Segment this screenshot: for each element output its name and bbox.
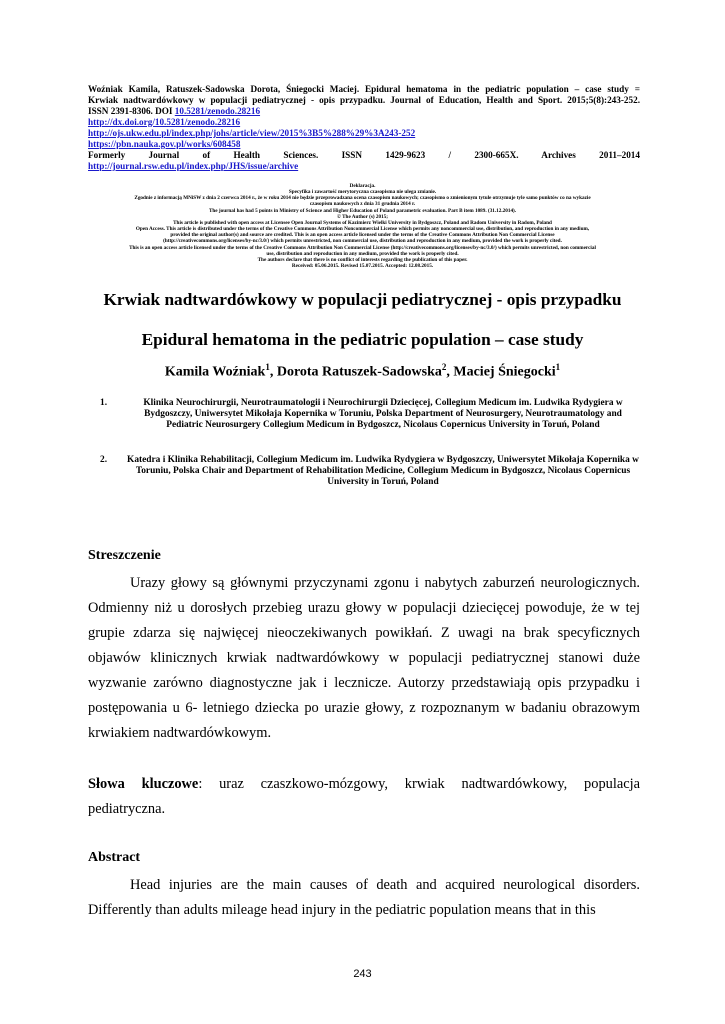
fineprint-line: Zgodnie z informacją MNiSW z dnia 2 czerwca 2014 r., że w roku 2014 nie będzie przeprowadzana ocena czasopism naukowych; czasopismo o zmienionym tytule otrzymuje tyle samo punktów co na wykazie [134, 195, 591, 202]
fineprint-line: © The Author (s) 2015; [337, 213, 388, 220]
streszczenie-text: Urazy głowy są głównymi przyczynami zgonu i nabytych zaburzeń neurologicznych. Odmienny niż u dorosłych przebieg urazu głowy w populacji dziecięcej powoduje, że w tej grupie zdarza się najwięcej nieoczekiwanych powikłań. Z uwagi na brak specyficznych objawów klinicznych krwiak nadtwardówkowy w populacji pediatrycznej stanowi duże wyzwanie zarówno diagnostyczne jak i lecznicze. Autorzy przedstawiają opis przypadku i postępowania u 6- letniego dziecka po urazie głowy, z rozpoznanym w badaniu obrazowym krwiakiem nadtwardówkowym. [88, 575, 640, 741]
citation-line: Krwiak nadtwardówkowy w populacji pediatrycznej - opis przypadku. Journal of Education, Health and Sport. 2015;5(8):243-252. [88, 95, 640, 105]
fineprint-line: provided the original author(s) and source are credited. This is an open access article licensed under the terms of the Creative Commons Attribution Non Commercial License [170, 232, 555, 239]
affiliation-1 [88, 398, 640, 431]
fineprint-line: use, distribution and reproduction in any medium, provided the work is properly cited. [266, 250, 459, 257]
license-fineprint [60, 183, 665, 269]
fineprint-line: The authors declare that there is no conflict of interests regarding the publication of this paper. [257, 256, 468, 263]
author-list [0, 362, 725, 381]
streszczenie-paragraph [88, 571, 640, 746]
fineprint-line: The journal has had 5 points in Ministry of Science and Higher Education of Poland parametric evaluation. Part B item 1089. (31.12.2014). [208, 207, 517, 214]
title-english: Epidural hematoma in the pediatric population – case study [141, 330, 584, 349]
author-affiliation-mark: 1 [555, 362, 561, 372]
affiliation-text: Klinika Neurochirurgii, Neurotraumatologii i Neurochirurgii Dziecięcej, Collegium Medicum im. Ludwika Rydygiera w Bydgoszczy, Uniwersytet Mikołaja Kopernika w Toruniu, Polska Department of Neurosurgery, Neurotraumatology and Pediatric Neurosurgery Collegium Medicum in Bydgoszcz, Nicolaus Copernicus University in Toruń, Poland [143, 398, 623, 430]
fineprint-line: Specyfika i zawartość merytoryczna czasopisma nie ulega zmianie. [288, 189, 437, 196]
fineprint-line: Open Access. This article is distributed under the terms of the Creative Commons Attribution Noncommercial License which permits any noncommercial use, distribution, and reproduction in any medium, [135, 226, 590, 233]
citation-line [88, 106, 640, 117]
affiliation-2 [88, 455, 640, 488]
abstract-text: Head injuries are the main causes of death and acquired neurological disorders. Differently than adults mileage head injury in the pediatric population means that in this [88, 877, 640, 918]
ojs-article-link[interactable]: http://ojs.ukw.edu.pl/index.php/johs/article/view/2015%3B5%288%29%3A243-252 [88, 128, 416, 138]
keywords-label: Słowa kluczowe [88, 776, 199, 792]
title-polish: Krwiak nadtwardówkowy w populacji pediatrycznej - opis przypadku [103, 290, 622, 309]
author-affiliation-mark: 1 [265, 362, 270, 372]
abstract-heading: Abstract [88, 850, 141, 865]
fineprint-line: Received: 05.06.2015. Revised 15.07.2015. Accepted: 12.08.2015. [291, 263, 434, 270]
fineprint-line: This article is published with open access at Licensee Open Journal Systems of Kazimierz Wielki University in Bydgoszcz, Poland and Radom University in Radom, Poland [173, 219, 552, 226]
author-name: Kamila Woźniak [164, 364, 266, 380]
fineprint-line: (http://creativecommons.org/licenses/by-nc/3.0/) which permits unrestricted, non commercial use, distribution and reproduction in any medium, provided the work is properly cited. [163, 238, 562, 245]
page-number: 243 [353, 968, 372, 980]
affiliation-number: 2. [100, 455, 108, 465]
fineprint-line: Deklaracja. [349, 183, 376, 189]
citation-line: Woźniak Kamila, Ratuszek-Sadowska Dorota, Śniegocki Maciej. Epidural hematoma in the pediatric population – case study = [88, 84, 640, 94]
author-name: Maciej Śniegocki [453, 364, 556, 380]
author-separator: , [269, 364, 277, 380]
doi-url-link[interactable]: http://dx.doi.org/10.5281/zenodo.28216 [88, 117, 241, 127]
fineprint-line: czasopism naukowych z dnia 31 grudnia 2014 r. [309, 201, 416, 208]
archive-link[interactable]: http://journal.rsw.edu.pl/index.php/JHS/issue/archive [88, 161, 299, 171]
pbn-link[interactable]: https://pbn.nauka.gov.pl/works/608458 [88, 139, 241, 149]
author-separator: , [446, 364, 454, 380]
affiliation-number: 1. [100, 398, 108, 408]
fineprint-line: This is an open access article licensed under the terms of the Creative Commons Attribution Non Commercial License (http://creativecommons.org/licenses/by-nc/3.0/) which permits unrestricted, non commercial [129, 244, 596, 251]
doi-link[interactable]: 10.5281/zenodo.28216 [174, 106, 261, 116]
citation-block [88, 84, 640, 172]
affiliation-text: Katedra i Klinika Rehabilitacji, Collegium Medicum im. Ludwika Rydygiera w Bydgoszczy, Uniwersytet Mikołaja Kopernika w Toruniu, Polska Chair and Department of Rehabilitation Medicine, Collegium Medicum in Bydgoszcz, Nicolaus Copernicus University in Toruń, Poland [127, 455, 639, 487]
issn-doi-text: ISSN 2391-8306. DOI [88, 106, 173, 116]
formerly-line: Formerly Journal of Health Sciences. ISSN 1429-9623 / 2300-665X. Archives 2011–2014 [88, 150, 640, 160]
author-name: Dorota Ratuszek-Sadowska [276, 364, 442, 380]
author-affiliation-mark: 2 [441, 362, 447, 372]
streszczenie-heading: Streszczenie [88, 548, 161, 563]
abstract-paragraph [88, 873, 640, 923]
keywords-text: : uraz czaszkowo-mózgowy, krwiak nadtwardówkowy, populacja pediatryczna. [88, 776, 640, 817]
keywords-paragraph [88, 772, 640, 822]
